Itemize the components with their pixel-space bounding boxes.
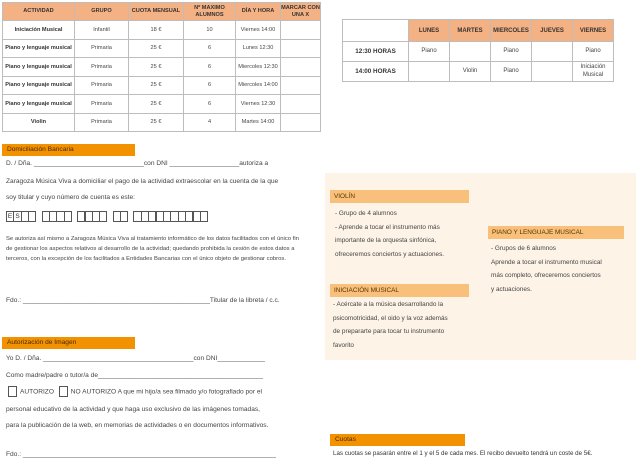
iban-group-account[interactable] xyxy=(133,211,207,222)
no-autorizo-label: NO AUTORIZO A que mi hijo/a sea filmado y/o fotografiado por el xyxy=(70,388,262,396)
cell-cuota: 25 € xyxy=(129,58,184,77)
cell-dia-hora: Viernes 12:30 xyxy=(236,95,281,114)
cell-martes xyxy=(450,42,491,62)
cell-dia-hora: Martes 14:00 xyxy=(236,113,281,132)
cell-max: 6 xyxy=(184,76,236,95)
cell-marcar[interactable] xyxy=(281,58,321,77)
activities-info-panel xyxy=(325,173,636,360)
cell-miercoles: Piano xyxy=(491,62,532,82)
cell-marcar[interactable] xyxy=(281,39,321,58)
cell-jueves xyxy=(532,62,573,82)
iniciacion-line: favorito xyxy=(333,341,354,349)
header-marcar: MARCAR CON UNA X xyxy=(281,3,321,21)
domiciliacion-signature-line[interactable]: Fdo.: ___________________________________________________Titular de la libreta / c.c. xyxy=(6,297,280,304)
cell-lunes: Piano xyxy=(409,42,450,62)
cell-grupo: Primaria xyxy=(75,76,129,95)
cell-cuota: 25 € xyxy=(129,76,184,95)
domiciliacion-line-name-dni[interactable]: D. / Dña. ______________________________con DNI ___________________autoriza a xyxy=(6,160,269,167)
cell-max: 6 xyxy=(184,95,236,114)
autorizo-label: AUTORIZO xyxy=(20,388,54,396)
imagen-signature-line[interactable]: Fdo.: _____________________________________________________________________ xyxy=(6,451,276,458)
autorizo-checkbox[interactable] xyxy=(8,386,17,397)
cell-actividad: Piano y lenguaje musical xyxy=(3,95,75,114)
iban-group-dc[interactable] xyxy=(113,211,128,222)
iban-box: S xyxy=(15,213,20,220)
piano-line: Aprende a tocar el instrumento musical xyxy=(491,258,602,266)
cell-marcar[interactable] xyxy=(281,113,321,132)
header-martes: MARTES xyxy=(450,20,491,42)
cuotas-text: Las cuotas se pasarán entre el 1 y el 5 de cada mes. El recibo devuelto tendrá un coste de 5€. xyxy=(333,450,593,457)
imagen-line-5: para la publicación de la web, en memorias de actividades o en documentos informativos. xyxy=(6,422,269,429)
iban-box: E xyxy=(7,213,13,220)
piano-line: - Grupos de 6 alumnos xyxy=(491,245,557,252)
cell-lunes xyxy=(409,62,450,82)
iban-input[interactable] xyxy=(6,211,207,222)
cell-max: 6 xyxy=(184,58,236,77)
cell-actividad: Violin xyxy=(3,113,75,132)
cell-actividad: Piano y lenguaje musical xyxy=(3,39,75,58)
cuotas-header: Cuotas xyxy=(330,434,465,446)
schedule-table xyxy=(342,19,614,82)
domiciliacion-line-3: soy titular y cuyo número de cuenta es este: xyxy=(6,194,136,201)
cell-cuota: 25 € xyxy=(129,39,184,58)
table-row xyxy=(3,95,321,114)
cell-viernes: Piano xyxy=(573,42,614,62)
schedule-row xyxy=(343,42,614,62)
cell-dia-hora: Miercoles 14:00 xyxy=(236,76,281,95)
cell-time: 14:00 HORAS xyxy=(343,62,409,82)
piano-header: PIANO Y LENGUAJE MUSICAL xyxy=(488,226,624,239)
cell-max: 10 xyxy=(184,21,236,40)
imagen-header: Autorización de Imagen xyxy=(2,337,135,349)
iniciacion-line: de prepararte para tocar tu instrumento xyxy=(333,328,445,336)
cell-dia-hora: Miercoles 12:30 xyxy=(236,58,281,77)
header-blank xyxy=(343,20,409,42)
header-grupo: GRUPO xyxy=(75,3,129,21)
cell-marcar[interactable] xyxy=(281,95,321,114)
cell-grupo: Infantil xyxy=(75,21,129,40)
cell-actividad: Iniciación Musical xyxy=(3,21,75,40)
iniciacion-header: INICIACIÓN MUSICAL xyxy=(330,284,469,297)
cell-martes: Violin xyxy=(450,62,491,82)
violin-line: - Grupo de 4 alumnos xyxy=(335,210,397,217)
cell-grupo: Primaria xyxy=(75,95,129,114)
header-miercoles: MIERCOLES xyxy=(491,20,532,42)
schedule-header-row xyxy=(343,20,614,42)
header-cuota: CUOTA MENSUAL xyxy=(129,3,184,21)
iniciacion-line: - Acércate a la música desarrollando la xyxy=(333,301,444,308)
imagen-line-tutor[interactable]: Como madre/padre o tutor/a de_____________________________________________ xyxy=(6,372,264,379)
iban-group-country[interactable] xyxy=(6,211,36,222)
iban-box[interactable] xyxy=(64,211,72,222)
iban-box[interactable] xyxy=(200,211,208,222)
no-autorizo-checkbox[interactable] xyxy=(59,386,68,397)
imagen-line-4: personal educativo de la actividad y que haga uso exclusivo de las imágenes tomadas, xyxy=(6,406,261,413)
header-actividad: ACTIVIDAD xyxy=(3,3,75,21)
piano-description xyxy=(491,242,602,296)
cell-cuota: 25 € xyxy=(129,95,184,114)
iban-group-entity[interactable] xyxy=(42,211,72,222)
cell-dia-hora: Lunes 12:30 xyxy=(236,39,281,58)
cell-marcar[interactable] xyxy=(281,21,321,40)
table-row xyxy=(3,21,321,40)
domiciliacion-line-2: Zaragoza Música Viva a domiciliar el pago de la actividad extraescolar en la cuenta de la que xyxy=(6,178,279,185)
iban-box[interactable] xyxy=(28,211,36,222)
table-row xyxy=(3,76,321,95)
schedule-row xyxy=(343,62,614,82)
iban-group-office[interactable] xyxy=(77,211,107,222)
domiciliacion-header: Domiciliación Bancaria xyxy=(2,144,135,156)
header-jueves: JUEVES xyxy=(532,20,573,42)
violin-line: - Aprende a tocar el instrumento más xyxy=(335,223,440,231)
cell-cuota: 25 € xyxy=(129,113,184,132)
violin-line: importante de la orquesta sinfónica, xyxy=(335,237,437,245)
header-viernes: VIERNES xyxy=(573,20,614,42)
table-row xyxy=(3,39,321,58)
iban-box[interactable] xyxy=(120,211,128,222)
table-row xyxy=(3,113,321,132)
header-max-alumnos: Nº MAXIMO ALUMNOS xyxy=(184,3,236,21)
cell-jueves xyxy=(532,42,573,62)
cell-dia-hora: Viernes 14:00 xyxy=(236,21,281,40)
violin-description xyxy=(335,207,444,261)
cell-viernes: Iniciación Musical xyxy=(573,62,614,82)
cell-time: 12:30 HORAS xyxy=(343,42,409,62)
cell-actividad: Piano y lenguaje musical xyxy=(3,58,75,77)
imagen-line-name-dni[interactable]: Yo D. / Dña. _________________________________________con DNI_____________ xyxy=(6,355,265,362)
piano-line: más completo, ofreceremos conciertos xyxy=(491,272,601,280)
activities-header-row xyxy=(3,3,321,21)
iban-box[interactable] xyxy=(99,211,107,222)
cell-grupo: Primaria xyxy=(75,58,129,77)
iniciacion-description xyxy=(333,298,448,352)
table-row xyxy=(3,58,321,77)
cell-grupo: Primaria xyxy=(75,113,129,132)
imagen-authorization-row xyxy=(8,386,262,397)
cell-cuota: 18 € xyxy=(129,21,184,40)
header-dia-hora: DÍA Y HORA xyxy=(236,3,281,21)
iniciacion-line: psicomotricidad, el oido y la voz además xyxy=(333,314,448,322)
header-lunes: LUNES xyxy=(409,20,450,42)
activities-table xyxy=(2,2,321,132)
violin-line: ofreceremos conciertos y actuaciones. xyxy=(335,250,445,258)
cell-max: 6 xyxy=(184,39,236,58)
domiciliacion-legal-text: Se autoriza así mismo a Zaragoza Música Viva al tratamiento informático de los datos facilitados con el único fin de gestionar los aspectos relativos al desarrollo de la actividad; quedando prohibida la cesión de estos datos a terceros, con la excepción de los facilitados a Entidades Bancarias con el único objeto de gestionar cobros. xyxy=(6,236,299,262)
cell-actividad: Piano y lenguaje musical xyxy=(3,76,75,95)
cell-miercoles: Piano xyxy=(491,42,532,62)
violin-header: VIOLÍN xyxy=(330,190,469,203)
cell-max: 4 xyxy=(184,113,236,132)
piano-line: y actuaciones. xyxy=(491,285,532,293)
cell-marcar[interactable] xyxy=(281,76,321,95)
cell-grupo: Primaria xyxy=(75,39,129,58)
